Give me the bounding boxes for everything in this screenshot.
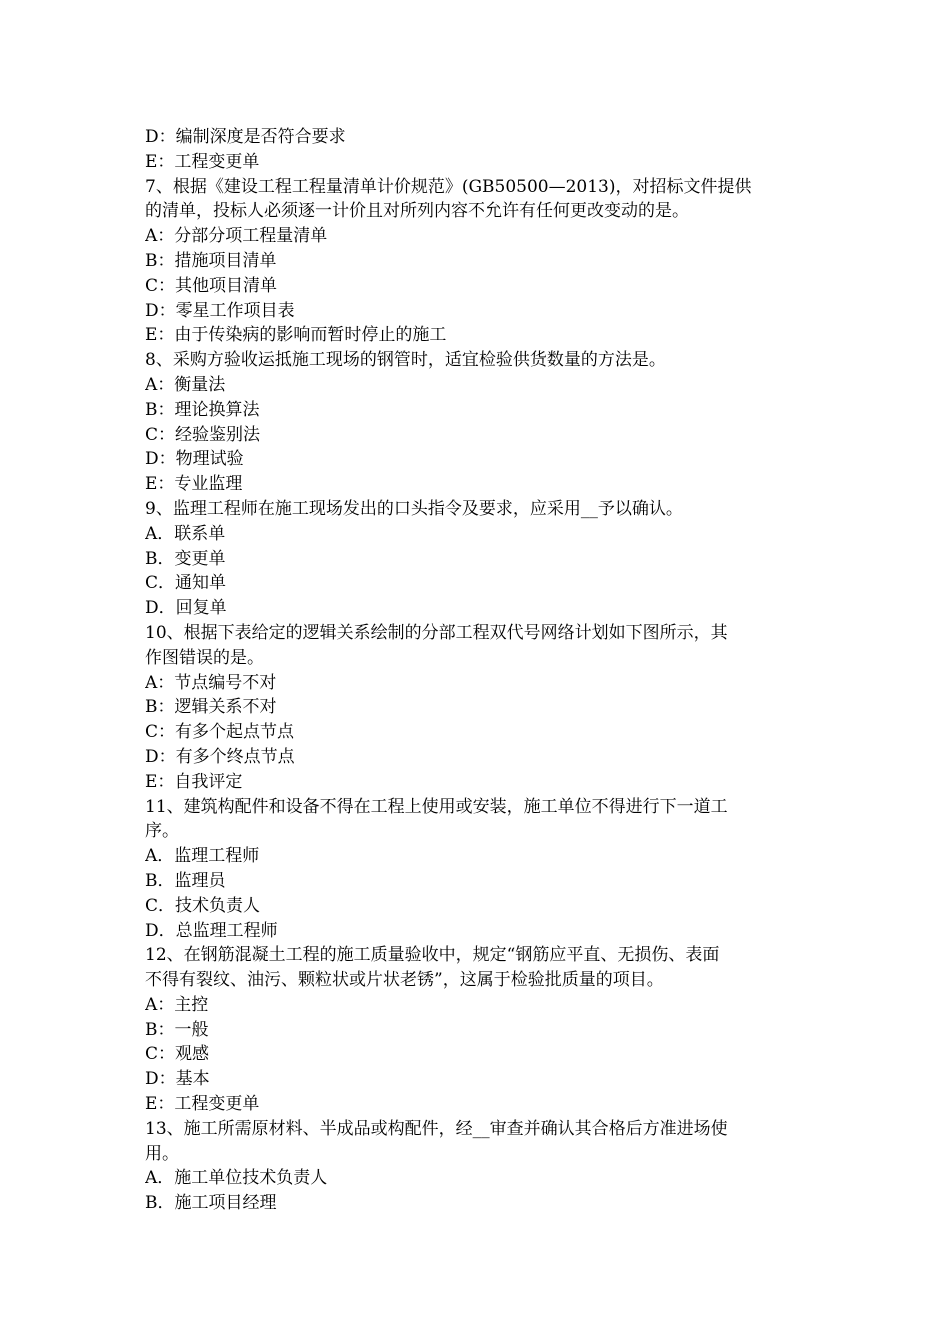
question-10-text: 10、根据下表给定的逻辑关系绘制的分部工程双代号网络计划如下图所示，其 (145, 622, 728, 643)
option-line: D：零星工作项目表 (145, 300, 295, 321)
option-line: C．通知单 (145, 573, 227, 594)
option-line: B．施工项目经理 (145, 1193, 277, 1214)
question-10-text-cont: 作图错误的是。 (145, 647, 264, 668)
option-line: B．监理员 (145, 870, 226, 891)
question-11-text-cont: 序。 (145, 821, 179, 842)
option-line: D：基本 (145, 1069, 210, 1090)
option-line: E：由于传染病的影响而暂时停止的施工 (145, 325, 447, 346)
option-line: A．监理工程师 (145, 846, 260, 867)
option-line: A：节点编号不对 (145, 672, 277, 693)
option-line: C．技术负责人 (145, 895, 261, 916)
text-line: E：工程变更单 (145, 151, 260, 172)
document-body (145, 125, 810, 1216)
option-line: D．总监理工程师 (145, 920, 278, 941)
question-13-text: 13、施工所需原材料、半成品或构配件，经__审查并确认其合格后方准进场使 (145, 1118, 728, 1139)
question-12-text: 12、在钢筋混凝土工程的施工质量验收中，规定“钢筋应平直、无损伤、表面 (145, 945, 720, 966)
option-line: C：其他项目清单 (145, 275, 278, 296)
option-line: E：自我评定 (145, 771, 243, 792)
option-line: A：分部分项工程量清单 (145, 226, 328, 247)
option-line: B：理论换算法 (145, 399, 260, 420)
option-line: B：措施项目清单 (145, 250, 277, 271)
question-9-text: 9、监理工程师在施工现场发出的口头指令及要求，应采用__予以确认。 (145, 498, 683, 519)
text-line: D：编制深度是否符合要求 (145, 127, 346, 147)
option-line: D．回复单 (145, 598, 227, 619)
question-11-text: 11、建筑构配件和设备不得在工程上使用或安装，施工单位不得进行下一道工 (145, 796, 728, 817)
option-line: C：经验鉴别法 (145, 424, 261, 445)
option-line: C：观感 (145, 1044, 210, 1065)
question-13-text-cont: 用。 (145, 1143, 179, 1164)
option-line: A：主控 (145, 994, 209, 1015)
question-7-text: 7、根据《建设工程工程量清单计价规范》(GB50500—2013)，对招标文件提供 (145, 176, 752, 197)
option-line: D：有多个终点节点 (145, 746, 295, 767)
option-line: E：专业监理 (145, 474, 243, 495)
option-line: A．联系单 (145, 523, 226, 544)
question-7-text-cont: 的清单，投标人必须逐一计价且对所列内容不允许有任何更改变动的是。 (145, 201, 689, 222)
option-line: E：工程变更单 (145, 1094, 260, 1115)
option-line: B：一般 (145, 1019, 209, 1040)
option-line: D：物理试验 (145, 449, 244, 470)
option-line: A．施工单位技术负责人 (145, 1168, 328, 1189)
option-line: C：有多个起点节点 (145, 722, 295, 743)
option-line: B：逻辑关系不对 (145, 697, 277, 718)
option-line: A：衡量法 (145, 374, 226, 395)
option-line: B．变更单 (145, 548, 226, 569)
question-12-text-cont: 不得有裂纹、油污、颗粒状或片状老锈”，这属于检验批质量的项目。 (145, 970, 664, 991)
question-8-text: 8、采购方验收运抵施工现场的钢管时，适宜检验供货数量的方法是。 (145, 350, 666, 371)
